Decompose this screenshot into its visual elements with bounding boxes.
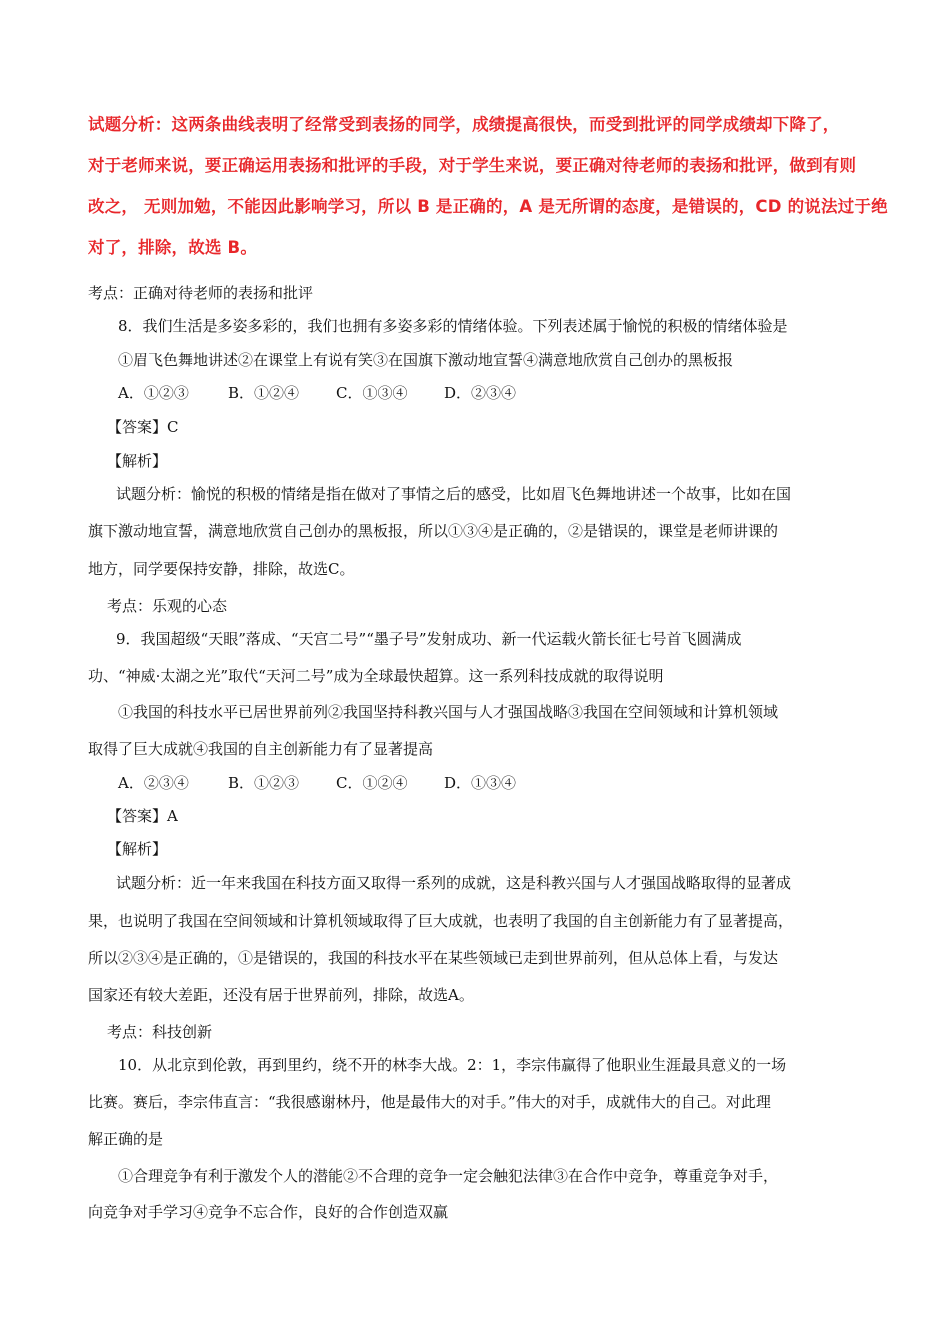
- q8-items: ①眉飞色舞地讲述②在课堂上有说有笑③在国旗下激动地宣誓④满意地欣赏自己创办的黑板报: [118, 351, 734, 369]
- q8-option-a: A．①②③: [118, 384, 189, 402]
- q9-options: [118, 773, 516, 793]
- q8-options: [118, 383, 516, 403]
- q9-option-b: B．①②③: [228, 774, 300, 792]
- q9-option-c: C．①②④: [336, 774, 408, 792]
- red-analysis-line-3: 改之， 无则加勉，不能因此影响学习，所以 B 是正确的，A 是无所谓的态度，是错误的，CD 的说法过于绝: [88, 197, 888, 216]
- q10-stem-line-3: 解正确的是: [88, 1130, 164, 1148]
- q9-option-d: D．①③④: [444, 774, 517, 792]
- q8-point: 考点：乐观的心态: [107, 597, 228, 615]
- red-analysis-line-2: 对于老师来说，要正确运用表扬和批评的手段，对于学生来说，要正确对待老师的表扬和批评，做到有则: [88, 156, 857, 175]
- red-analysis-block: [88, 104, 888, 268]
- q9-analysis-label: 【解析】: [107, 840, 168, 858]
- q8-option-b: B．①②④: [228, 384, 300, 402]
- q9-analysis-line-2: 果，也说明了我国在空间领域和计算机领域取得了巨大成就，也表明了我国的自主创新能力有了显著提高，: [88, 912, 794, 930]
- q10-stem-line-1: 10．从北京到伦敦，再到里约，绕不开的林李大战。2：1，李宗伟赢得了他职业生涯最具意义的一场: [118, 1056, 787, 1074]
- red-analysis-line-1: 试题分析：这两条曲线表明了经常受到表扬的同学，成绩提高很快，而受到批评的同学成绩却下降了，: [88, 115, 840, 134]
- q9-point: 考点：科技创新: [107, 1023, 213, 1041]
- q9-analysis-line-4: 国家还有较大差距，还没有居于世界前列，排除，故选A。: [88, 986, 474, 1004]
- q8-option-c: C．①③④: [336, 384, 408, 402]
- q9-items-line-2: 取得了巨大成就④我国的自主创新能力有了显著提高: [88, 740, 434, 758]
- q8-option-d: D．②③④: [444, 384, 517, 402]
- q8-analysis-line-3: 地方，同学要保持安静，排除，故选C。: [88, 560, 355, 578]
- q8-analysis-line-1: 试题分析：愉悦的积极的情绪是指在做对了事情之后的感受，比如眉飞色舞地讲述一个故事，比如在国: [116, 485, 792, 503]
- q9-analysis-line-1: 试题分析：近一年来我国在科技方面又取得一系列的成就，这是科教兴国与人才强国战略取得的显著成: [116, 874, 792, 892]
- q8-answer: 【答案】C: [107, 418, 179, 436]
- q9-answer: 【答案】A: [107, 807, 178, 825]
- q8-analysis-label: 【解析】: [107, 452, 168, 470]
- red-analysis-line-4: 对了，排除，故选 B。: [88, 238, 258, 257]
- q8-analysis-line-2: 旗下激动地宣誓，满意地欣赏自己创办的黑板报，所以①③④是正确的，②是错误的，课堂是老师讲课的: [88, 522, 779, 540]
- q9-items-line-1: ①我国的科技水平已居世界前列②我国坚持科教兴国与人才强国战略③我国在空间领域和计算机领域: [118, 703, 779, 721]
- q9-stem-line-1: 9．我国超级“天眼”落成、“天宫二号”“墨子号”发射成功、新一代运载火箭长征七号首飞圆满成: [116, 630, 742, 648]
- q10-stem-line-2: 比赛。赛后，李宗伟直言：“我很感谢林丹，他是最伟大的对手。”伟大的对手，成就伟大的自己。对此理: [88, 1093, 771, 1111]
- q9-stem-line-2: 功、“神威·太湖之光”取代“天河二号”成为全球最快超算。这一系列科技成就的取得说明: [88, 667, 664, 685]
- q9-analysis-line-3: 所以②③④是正确的，①是错误的，我国的科技水平在某些领域已走到世界前列，但从总体上看，与发达: [88, 949, 779, 967]
- q8-stem: 8．我们生活是多姿多彩的，我们也拥有多姿多彩的情绪体验。下列表述属于愉悦的积极的情绪体验是: [118, 317, 788, 335]
- q7-point: 考点：正确对待老师的表扬和批评: [88, 284, 314, 302]
- q10-items-line-1: ①合理竞争有利于激发个人的潜能②不合理的竞争一定会触犯法律③在合作中竞争，尊重竞争对手，: [118, 1167, 779, 1185]
- q9-option-a: A．②③④: [118, 774, 189, 792]
- q10-items-line-2: 向竞争对手学习④竞争不忘合作，良好的合作创造双赢: [88, 1203, 449, 1221]
